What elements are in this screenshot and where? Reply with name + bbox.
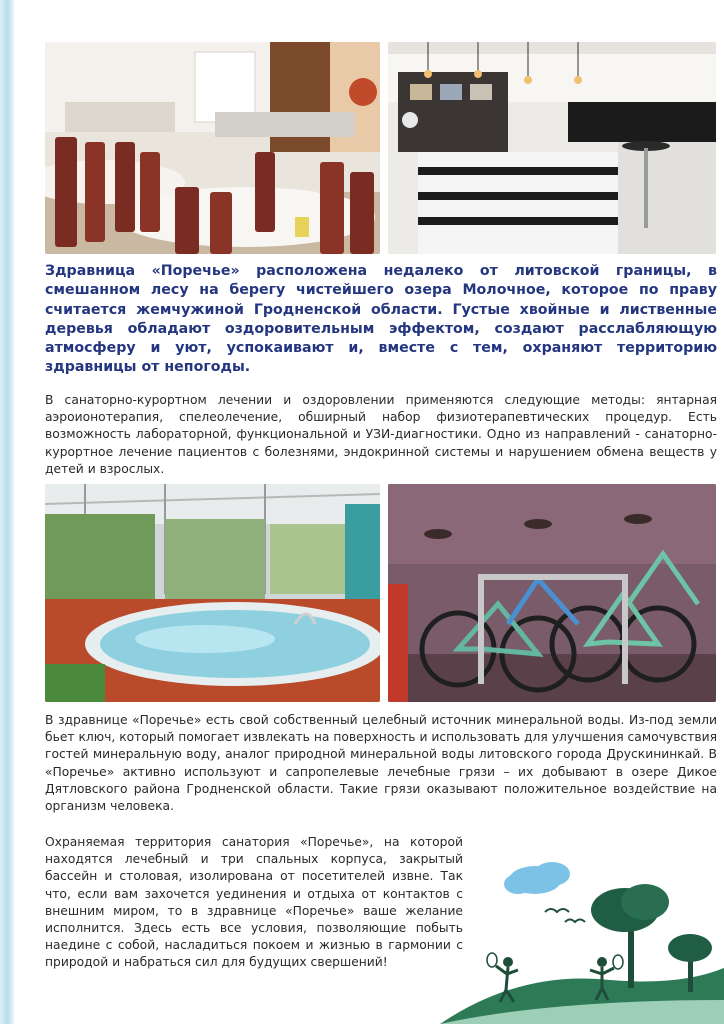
treatment-paragraph: В санаторно-курортном лечении и оздоровлении применяются следующие методы: янтарная аэроионотерапия, спелеолечение, обширный набор физиотерапевтических процедур. Есть возможность лабораторной, функциональной и УЗИ-диагностики. Одно из направлений - санаторно-курортное лечение пациентов с болезнями, эндокринной системы и нарушением обмена веществ у детей и взрослых.: [45, 393, 717, 476]
nature-tennis-illustration: [440, 850, 724, 1024]
reception-photo: [388, 42, 716, 254]
territory-paragraph: Охраняемая территория санатория «Поречье», на которой находятся лечебный и три спальных корпуса, закрытый бассейн и столовая, изолирована от посетителей извне. Так что, если вам захочется уединения и отдыха от контактов с внешним миром, то в здравнице «Поречье» ваше желание исполнится. Здесь есть все условия, позволяющие побыть наедине с собой, насладиться покоем и жизнью в гармонии с природой и набраться сил для будущих свершений!: [45, 835, 463, 970]
decorative-side-stripe: [0, 0, 14, 1024]
bicycles-photo: [388, 484, 716, 702]
dining-room-photo: [45, 42, 380, 254]
lead-paragraph: Здравница «Поречье» расположена недалеко от литовской границы, в смешанном лесу на берегу чистейшего озера Молочное, которое по праву считается жемчужиной Гродненской области. Густые хвойные и лиственные деревья обладают оздоровительным эффектом, создают расслабляющую атмосферу и уют, успокаивают и, вместе с тем, охраняют территорию здравницы от непогоды.: [45, 263, 717, 376]
mineral-water-paragraph: В здравнице «Поречье» есть свой собственный целебный источник минеральной воды. Из-под земли бьет ключ, который помогает извлекать на поверхность и использовать для улучшения самочувствия гостей минеральную воду, аналог природной минеральной воды литовского города Друскининкай. В «Поречье» активно используют и сапропелевые лечебные грязи – их добывают в озере Дикое Дятловского района Гродненской области. Такие грязи оказывают положительное воздействие на организм человека.: [45, 713, 717, 814]
swimming-pool-photo: [45, 484, 380, 702]
